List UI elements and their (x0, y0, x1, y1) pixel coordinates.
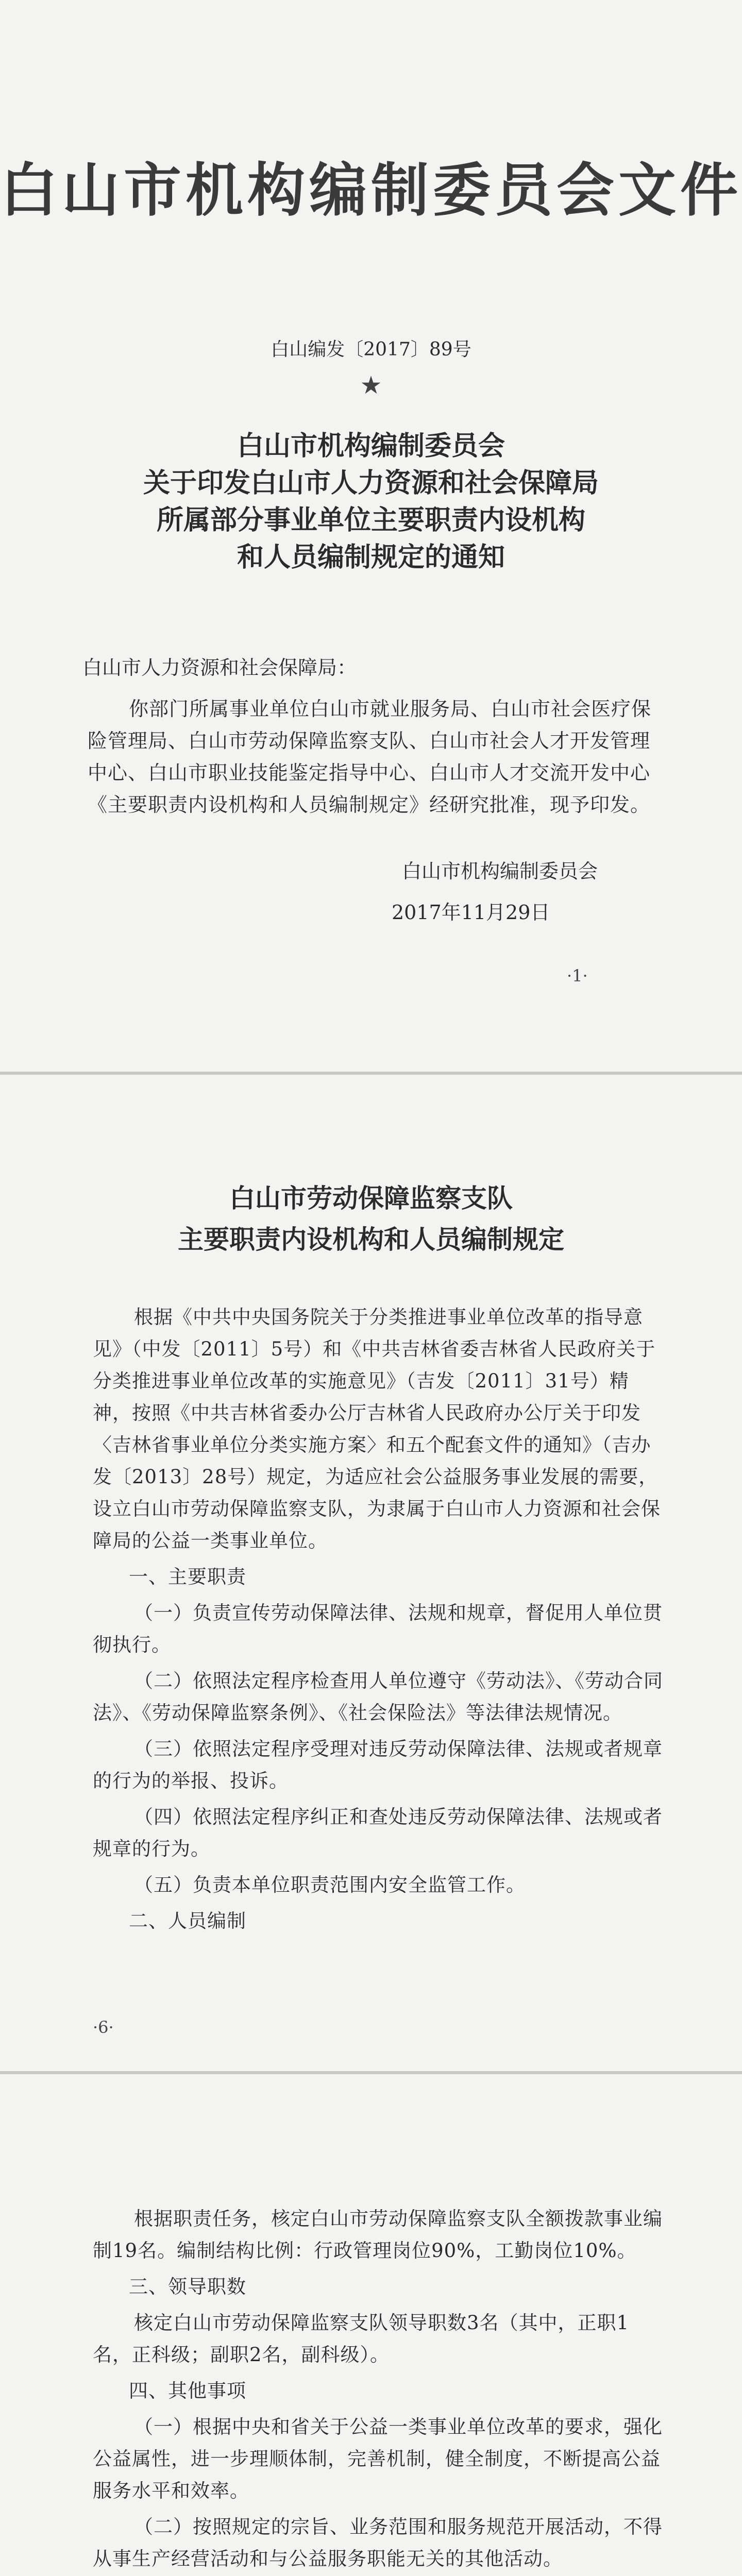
document-page-6 (0, 1072, 742, 2071)
paragraph: （五）负责本单位职责范围内安全监管工作。 (134, 1874, 526, 1896)
paragraph: 根据职责任务，核定白山市劳动保障监察支队全额拨款事业编制19名。编制结构比例：行政管理岗位90%，工勤岗位10%。 (93, 2208, 663, 2262)
page-number: ·6· (93, 2018, 114, 2037)
title-line: 所属部分事业单位主要职责内设机构 (156, 504, 585, 536)
document-number: 白山编发〔2017〕89号 (271, 339, 471, 360)
paragraph: 核定白山市劳动保障监察支队领导职数3名（其中，正职1名，正科级；副职2名，副科级）。 (93, 2312, 630, 2366)
paragraph: （三）依照法定程序受理对违反劳动保障法律、法规或者规章的行为的举报、投诉。 (93, 1738, 663, 1792)
document-page-7 (0, 2071, 742, 2576)
paragraph: （一）负责宣传劳动保障法律、法规和规章，督促用人单位贯彻执行。 (93, 1602, 663, 1656)
paragraph: （二）按照规定的宗旨、业务范围和服务规范开展活动，不得从事生产经营活动和与公益服务职能无关的其他活动。 (93, 2516, 663, 2570)
title-line: 白山市劳动保障监察支队 (229, 1183, 513, 1213)
star-icon: ★ (360, 371, 382, 400)
section-heading: 四、其他事项 (129, 2380, 246, 2402)
paragraph: （二）依照法定程序检查用人单位遵守《劳动法》、《劳动合同法》、《劳动保障监察条例》、《社会保险法》等法律法规情况。 (93, 1670, 663, 1724)
issuer-signature: 白山市机构编制委员会 (402, 860, 598, 883)
section-heading: 三、领导职数 (129, 2276, 246, 2298)
section-heading: 二、人员编制 (129, 1910, 246, 1932)
document-page-1 (0, 0, 742, 1072)
regulation-body (93, 1301, 665, 1941)
salutation: 白山市人力资源和社会保障局： (82, 656, 357, 679)
paragraph: （一）根据中央和省关于公益一类事业单位改革的要求，强化公益属性，进一步理顺体制，完善机制，健全制度，不断提高公益服务水平和效率。 (93, 2416, 663, 2502)
title-line: 和人员编制规定的通知 (237, 541, 505, 573)
title-line: 关于印发白山市人力资源和社会保障局 (143, 467, 599, 499)
notice-body: 你部门所属事业单位白山市就业服务局、白山市社会医疗保险管理局、白山市劳动保障监察支队、白山市社会人才开发管理中心、白山市职业技能鉴定指导中心、白山市人才交流开发中心《主要职责内设机构和人员编制规定》经研究批准，现予印发。 (88, 698, 652, 816)
regulation-title (0, 1178, 742, 1260)
title-line: 白山市机构编制委员会 (237, 430, 505, 462)
section-heading: 一、主要职责 (129, 1566, 246, 1588)
paragraph: （四）依照法定程序纠正和查处违反劳动保障法律、法规或者规章的行为。 (93, 1806, 663, 1860)
issue-date: 2017年11月29日 (392, 901, 550, 924)
notice-title (0, 428, 742, 576)
paragraph: 根据《中共中央国务院关于分类推进事业单位改革的指导意见》（中发〔2011〕5号）和《中共吉林省委吉林省人民政府关于分类推进事业单位改革的实施意见》（吉发〔2011〕31号）精神，按照《中共吉林省委办公厅吉林省人民政府办公厅关于印发〈吉林省事业单位分类实施方案〉和五个配套文件的通知》（吉办发〔2013〕28号）规定，为适应社会公益服务事业发展的需要，设立白山市劳动保障监察支队，为隶属于白山市人力资源和社会保障局的公益一类事业单位。 (93, 1306, 661, 1552)
page-number: ·1· (567, 966, 588, 986)
document-masthead: 白山市机构编制委员会文件 (0, 157, 742, 224)
title-line: 主要职责内设机构和人员编制规定 (178, 1224, 564, 1255)
regulation-body-continued (93, 2203, 665, 2576)
